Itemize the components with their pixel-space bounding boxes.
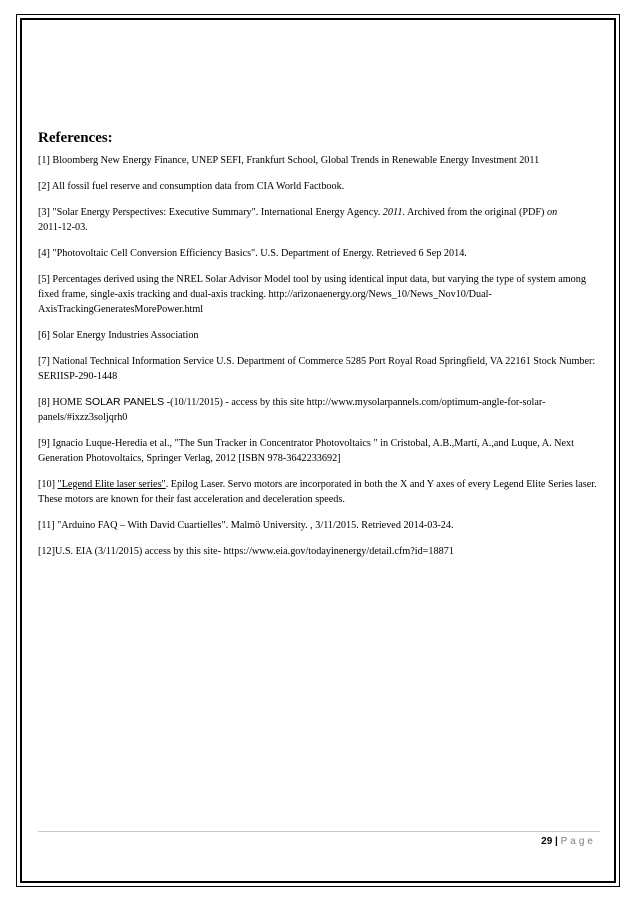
reference-1: [1] Bloomberg New Energy Finance, UNEP SEFI, Frankfurt School, Global Trends in Renewable Energy Investment 2011: [38, 155, 540, 166]
reference-10-link[interactable]: "Legend Elite laser series": [57, 479, 166, 490]
reference-2: [2] All fossil fuel reserve and consumption data from CIA World Factbook.: [38, 181, 345, 192]
reference-3-year: 2011: [382, 207, 403, 218]
reference-8-text: -(10/11/2015) - access by this site http://www.mysolarpannels.com/optimum-angle-for-solar-panels/#ixzz3soljqrh0: [38, 397, 546, 423]
footer-divider: [38, 831, 600, 832]
page-footer: [541, 836, 596, 847]
reference-3-date: 2011-12-03.: [38, 222, 88, 233]
reference-10-text: . Epilog Laser. Servo motors are incorporated in both the X and Y axes of every Legend Elite Series laser. These motors are known for their fast acceleration and deceleration speeds.: [38, 479, 597, 505]
reference-3-on: on: [547, 207, 558, 218]
reference-10-number: [10]: [38, 479, 58, 490]
reference-5: [5] Percentages derived using the NREL Solar Advisor Model tool by using identical input data, but varying the type of system among fixed frame, single-axis tracking and dual-axis tracking. http://arizonaenergy.org/News_10/News_Nov10/Dual-AxisTrackingGeneratesMorePower.html: [38, 274, 586, 315]
reference-3-text: [3] "Solar Energy Perspectives: Executive Summary". International Energy Agency.: [38, 207, 381, 218]
reference-4: [4] "Photovoltaic Cell Conversion Efficiency Basics". U.S. Department of Energy. Retrieved 6 Sep 2014.: [38, 248, 467, 259]
reference-11: [11] "Arduino FAQ – With David Cuartielles". Malmö University. , 3/11/2015. Retrieved 2014-03-24.: [38, 520, 454, 531]
page-number: 29: [541, 836, 553, 847]
reference-8-home: [8] HOME: [38, 397, 83, 408]
reference-3: [38, 205, 598, 235]
references-heading: References:: [38, 130, 113, 146]
references-section: [38, 130, 598, 570]
reference-10: [38, 477, 598, 507]
reference-7: [7] National Technical Information Service U.S. Department of Commerce 5285 Port Royal Road Springfield, VA 22161 Stock Number: SERIISP-290-1448: [38, 356, 596, 382]
reference-3-archived: . Archived from the original (PDF): [402, 207, 545, 218]
reference-9: [9] Ignacio Luque-Heredia et al., "The Sun Tracker in Concentrator Photovoltaics " in Cristobal, A.B.,Martí, A.,and Luque, A. Next Generation Photovoltaics, Springer Verlag, 2012 [ISBN 978-3642233692]: [38, 438, 574, 464]
page-label: Page: [560, 836, 596, 847]
reference-8-solar-panels: SOLAR PANELS: [84, 396, 165, 408]
reference-6: [6] Solar Energy Industries Association: [38, 330, 199, 341]
reference-8: [38, 395, 598, 425]
reference-12: [12]U.S. EIA (3/11/2015) access by this site- https://www.eia.gov/todayinenergy/detail.cfm?id=18871: [38, 546, 454, 557]
footer-separator: |: [555, 836, 558, 847]
